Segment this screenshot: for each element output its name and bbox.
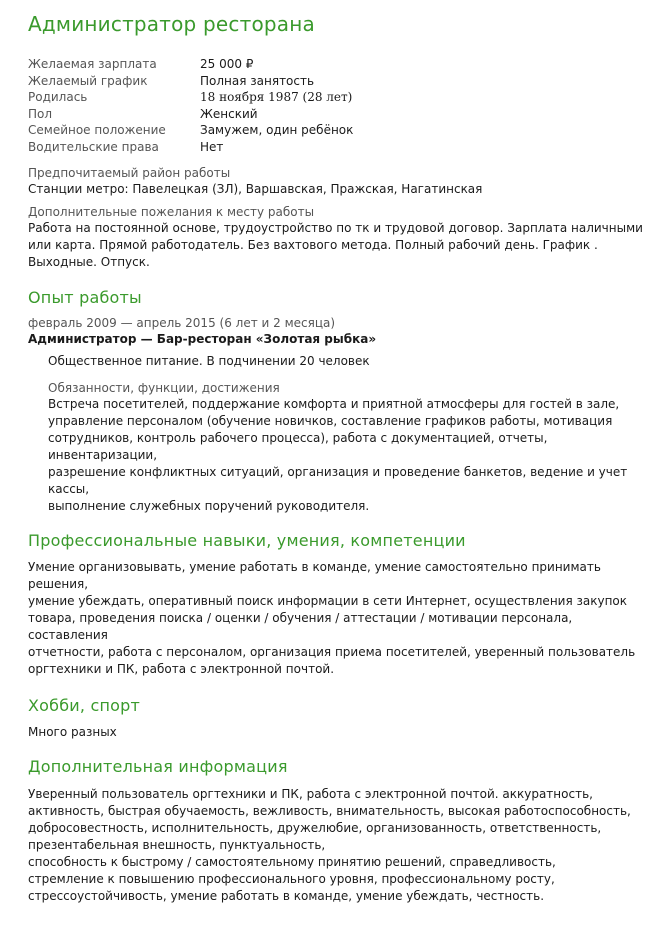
duties-line: Встреча посетителей, поддержание комфорта и приятной атмосферы для гостей в зале, <box>48 397 620 411</box>
license-value: Нет <box>200 139 224 154</box>
duties-line: управление персоналом (обучение новичков, составление графиков работы, мотивация <box>48 414 613 428</box>
duties-line: выполнение служебных поручений руководителя. <box>48 499 370 513</box>
hobby-section <box>28 696 643 741</box>
duties-line: сотрудников, контроль рабочего процесса), работа с документацией, отчеты, инвентаризации, <box>48 431 548 462</box>
personal-info <box>28 56 643 155</box>
wishes-line: или карта. Прямой работодатель. Без вахтового метода. Полный рабочий день. График . <box>28 238 598 252</box>
hobby-heading: Хобби, спорт <box>28 696 140 715</box>
district-section <box>28 165 643 198</box>
additional-line: презентабельная внешность, пунктуальность, <box>28 838 326 852</box>
gender-label: Пол <box>28 106 53 121</box>
district-value: Станции метро: Павелецкая (ЗЛ), Варшавская, Пражская, Нагатинская <box>28 182 483 196</box>
salary-value: 25 000 ₽ <box>200 57 254 71</box>
experience-section <box>28 288 643 515</box>
wishes-line: Выходные. Отпуск. <box>28 255 150 269</box>
skills-line: умение убеждать, оперативный поиск информации в сети Интернет, осуществления закупок <box>28 594 628 608</box>
wishes-line: Работа на постоянной основе, трудоустройство по тк и трудовой договор. Зарплата наличными <box>28 221 643 235</box>
skills-section <box>28 531 643 678</box>
schedule-label: Желаемый график <box>28 73 148 88</box>
license-label: Водительские права <box>28 139 159 154</box>
additional-heading: Дополнительная информация <box>28 757 288 776</box>
additional-text <box>28 786 643 905</box>
family-value: Замужем, один ребёнок <box>200 123 354 137</box>
experience-role: Администратор — Бар-ресторан «Золотая рыбка» <box>28 332 377 346</box>
born-value: 18 ноября 1987 (28 лет) <box>200 90 353 104</box>
skills-heading: Профессиональные навыки, умения, компетенции <box>28 531 466 550</box>
skills-line: товара, проведения поиска / оценки / обучения / аттестации / мотивации персонала, составления <box>28 611 573 642</box>
experience-industry: Общественное питание. В подчинении 20 человек <box>48 354 370 368</box>
additional-line: стрессоустойчивость, умение работать в команде, умение убеждать, честность. <box>28 889 545 903</box>
page-title: Администратор ресторана <box>28 12 315 36</box>
wishes-section <box>28 204 643 271</box>
additional-line: Уверенный пользователь оргтехники и ПК, работа с электронной почтой. аккуратность, <box>28 787 593 801</box>
skills-text <box>28 559 643 678</box>
wishes-label: Дополнительные пожелания к месту работы <box>28 205 315 219</box>
additional-line: способность к быстрому / самостоятельному принятию решений, справедливость, <box>28 855 556 869</box>
duties-label: Обязанности, функции, достижения <box>48 381 280 395</box>
experience-heading: Опыт работы <box>28 288 142 307</box>
schedule-value: Полная занятость <box>200 73 315 88</box>
skills-line: оргтехники и ПК, работа с электронной почтой. <box>28 662 335 676</box>
salary-label: Желаемая зарплата <box>28 57 157 71</box>
experience-period: февраль 2009 — апрель 2015 (6 лет и 2 месяца) <box>28 316 336 330</box>
additional-line: добросовестность, исполнительность, дружелюбие, организованность, ответственность, <box>28 821 602 835</box>
additional-line: активность, быстрая обучаемость, вежливость, внимательность, высокая работоспособность, <box>28 804 631 818</box>
experience-details <box>28 353 643 515</box>
gender-value: Женский <box>200 106 258 121</box>
additional-section <box>28 757 643 905</box>
family-label: Семейное положение <box>28 123 166 137</box>
born-label: Родилась <box>28 90 88 104</box>
district-label: Предпочитаемый район работы <box>28 166 231 180</box>
skills-line: Умение организовывать, умение работать в команде, умение самостоятельно принимать решения, <box>28 560 601 591</box>
skills-line: отчетности, работа с персоналом, организация приема посетителей, уверенный пользователь <box>28 645 636 659</box>
additional-line: стремление к повышению профессионального уровня, профессиональному росту, <box>28 872 555 886</box>
duties-line: разрешение конфликтных ситуаций, организация и проведение банкетов, ведение и учет кассы, <box>48 465 628 496</box>
hobby-value: Много разных <box>28 725 117 739</box>
